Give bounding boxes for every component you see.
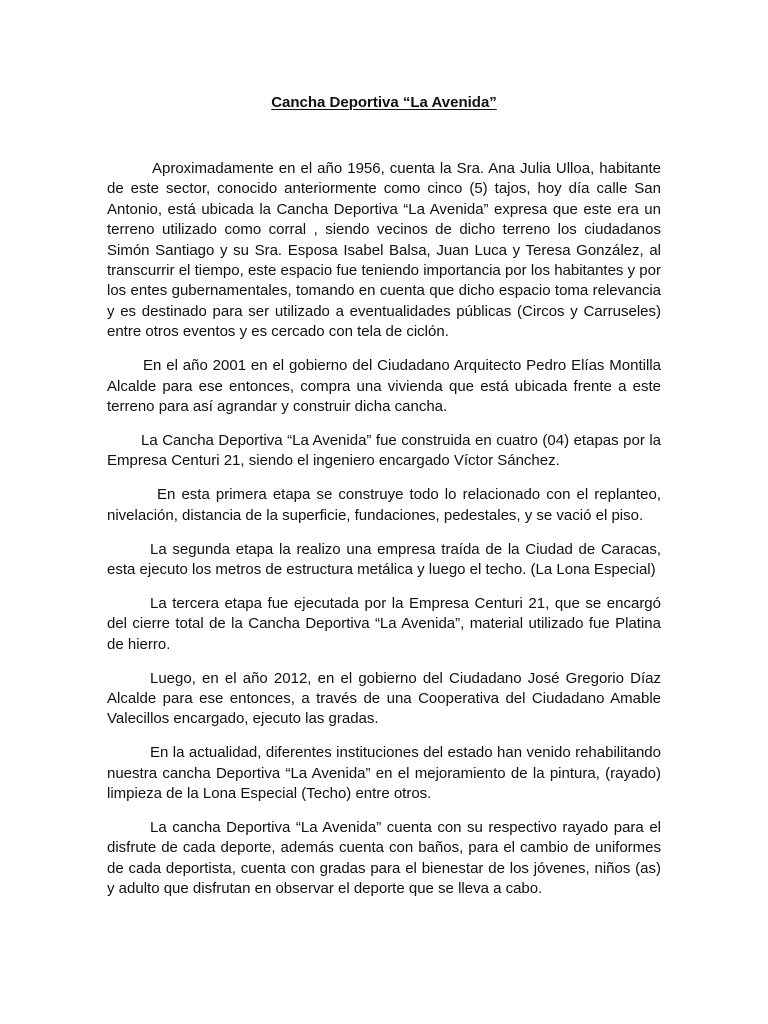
document-title: Cancha Deportiva “La Avenida” (271, 94, 497, 111)
paragraph-stage-two: La segunda etapa la realizo una empresa traída de la Ciudad de Caracas, esta ejecuto los metros de estructura metálica y luego el techo. (La Lona Especial) (107, 540, 661, 578)
paragraph-stage-one: En esta primera etapa se construye todo lo relacionado con el replanteo, nivelación, distancia de la superficie, fundaciones, pedestales, y se vació el piso. (107, 486, 661, 524)
paragraph-2012-stands: Luego, en el año 2012, en el gobierno del Ciudadano José Gregorio Díaz Alcalde para ese entonces, a través de una Cooperativa del Ciudadano Amable Valecillos encargado, ejecuto las gradas. (107, 669, 661, 728)
paragraph-rehabilitation: En la actualidad, diferentes instituciones del estado han venido rehabilitando nuestra cancha Deportiva “La Avenida” en el mejoramiento de la pintura, (rayado) limpieza de la Lona Especial (Techo) entre otros. (107, 744, 661, 803)
document-page (107, 93, 661, 913)
paragraph-2001-purchase: En el año 2001 en el gobierno del Ciudadano Arquitecto Pedro Elías Montilla Alcalde para ese entonces, compra una vivienda que está ubicada frente a este terreno para así agrandar y construir dicha cancha. (107, 357, 661, 415)
paragraph-history: Aproximadamente en el año 1956, cuenta la Sra. Ana Julia Ulloa, habitante de este sector, conocido anteriormente como cinco (5) tajos, hoy día calle San Antonio, está ubicada la Cancha Deportiva “La Avenida” expresa que este era un terreno utilizado como corral , siendo vecinos de dicho terreno los ciudadanos Simón Santiago y su Sra. Esposa Isabel Balsa, Juan Luca y Teresa González, al transcurrir el tiempo, este espacio fue teniendo importancia por los habitantes y por los entes gubernamentales, tomando en cuenta que dicho espacio toma relevancia y es destinado para ser utilizado a eventualidades públicas (Circos y Carruseles) entre otros eventos y es cercado con tela de ciclón. (107, 160, 661, 341)
paragraph-stage-three: La tercera etapa fue ejecutada por la Empresa Centuri 21, que se encargó del cierre total de la Cancha Deportiva “La Avenida”, material utilizado fue Platina de hierro. (107, 594, 661, 653)
paragraph-facilities: La cancha Deportiva “La Avenida” cuenta con su respectivo rayado para el disfrute de cada deporte, además cuenta con baños, para el cambio de uniformes de cada deportista, cuenta con gradas para el bienestar de los jóvenes, niños (as) y adulto que disfrutan en observar el deporte que se lleva a cabo. (107, 818, 661, 898)
paragraph-construction-stages: La Cancha Deportiva “La Avenida” fue construida en cuatro (04) etapas por la Empresa Centuri 21, siendo el ingeniero encargado Víctor Sánchez. (107, 431, 661, 470)
